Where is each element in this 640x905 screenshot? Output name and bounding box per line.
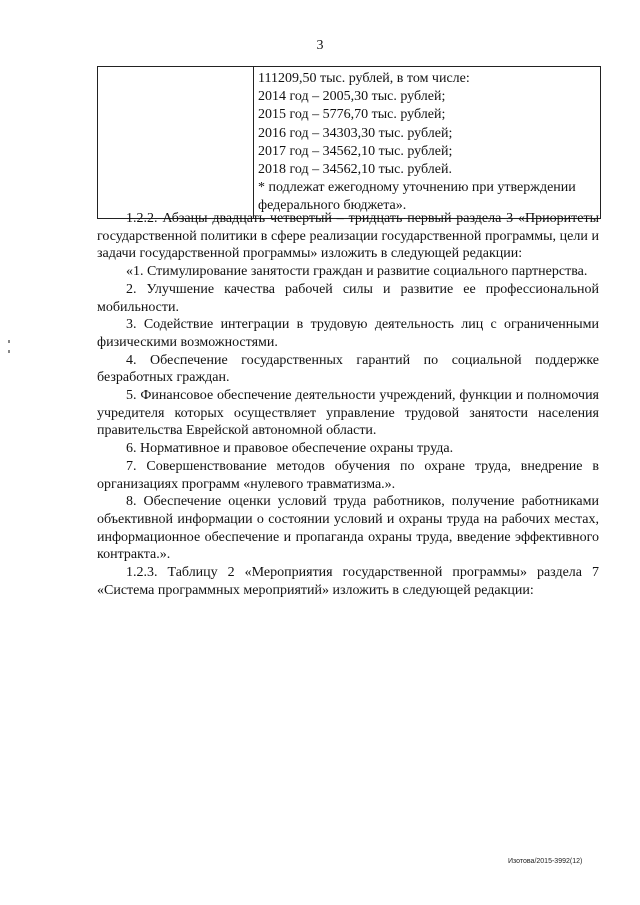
funding-footnote: * подлежат ежегодному уточнению при утверждении <box>258 180 576 196</box>
scan-margin-mark <box>8 340 10 343</box>
funding-year-2016: 2016 год – 34303,30 тыс. рублей; <box>258 125 453 141</box>
item-1: «1. Стимулирование занятости граждан и развитие социального партнерства. <box>126 264 588 280</box>
document-body <box>97 210 599 599</box>
item-4: 4. Обеспечение государственных гарантий по социальной поддержке безработных граждан. <box>97 352 599 386</box>
funding-label-cell <box>98 67 254 219</box>
scan-margin-mark <box>8 350 10 353</box>
funding-year-2017: 2017 год – 34562,10 тыс. рублей; <box>258 143 453 159</box>
funding-year-2014: 2014 год – 2005,30 тыс. рублей; <box>258 89 446 105</box>
funding-table <box>97 66 601 219</box>
item-5: 5. Финансовое обеспечение деятельности учреждений, функции и полномочия учредителя которых осуществляет управление трудовой занятости населения правительства Еврейской автономной области. <box>97 388 599 439</box>
funding-total: 111209,50 тыс. рублей, в том числе: <box>258 71 470 86</box>
item-8: 8. Обеспечение оценки условий труда работников, получение работниками объективной информации о состоянии условий и охраны труда на рабочих местах, информационное обеспечение и пропаганда охраны труда, введение эффективного контракта.». <box>97 494 599 563</box>
item-6: 6. Нормативное и правовое обеспечение охраны труда. <box>126 441 454 457</box>
item-3: 3. Содействие интеграции в трудовую деятельность лиц с ограниченными физическими возможностями. <box>97 317 599 350</box>
item-2: 2. Улучшение качества рабочей силы и развитие ее профессиональной мобильности. <box>97 281 599 315</box>
funding-row <box>98 67 601 219</box>
paragraph-1-2-3: 1.2.3. Таблицу 2 «Мероприятия государственной программы» раздела 7 «Система программных мероприятий» изложить в следующей редакции: <box>97 565 599 598</box>
funding-footnote-cont: федерального бюджета». <box>258 198 407 214</box>
page-number: 3 <box>316 38 324 53</box>
funding-year-2018: 2018 год – 34562,10 тыс. рублей. <box>258 162 452 178</box>
footer-code: Изотова/2015-3992(12) <box>508 858 583 865</box>
item-7: 7. Совершенствование методов обучения по охране труда, внедрение в организациях программ «нулевого травматизма.». <box>97 458 599 492</box>
funding-year-2015: 2015 год – 5776,70 тыс. рублей; <box>258 107 446 123</box>
funding-values-cell <box>254 67 601 219</box>
paragraph-1-2-2: 1.2.2. Абзацы двадцать четвертый – тридцать первый раздела 3 «Приоритеты государственной политики в сфере реализации государственной программы, цели и задачи государственной программы» изложить в следующей редакции: <box>97 211 599 262</box>
